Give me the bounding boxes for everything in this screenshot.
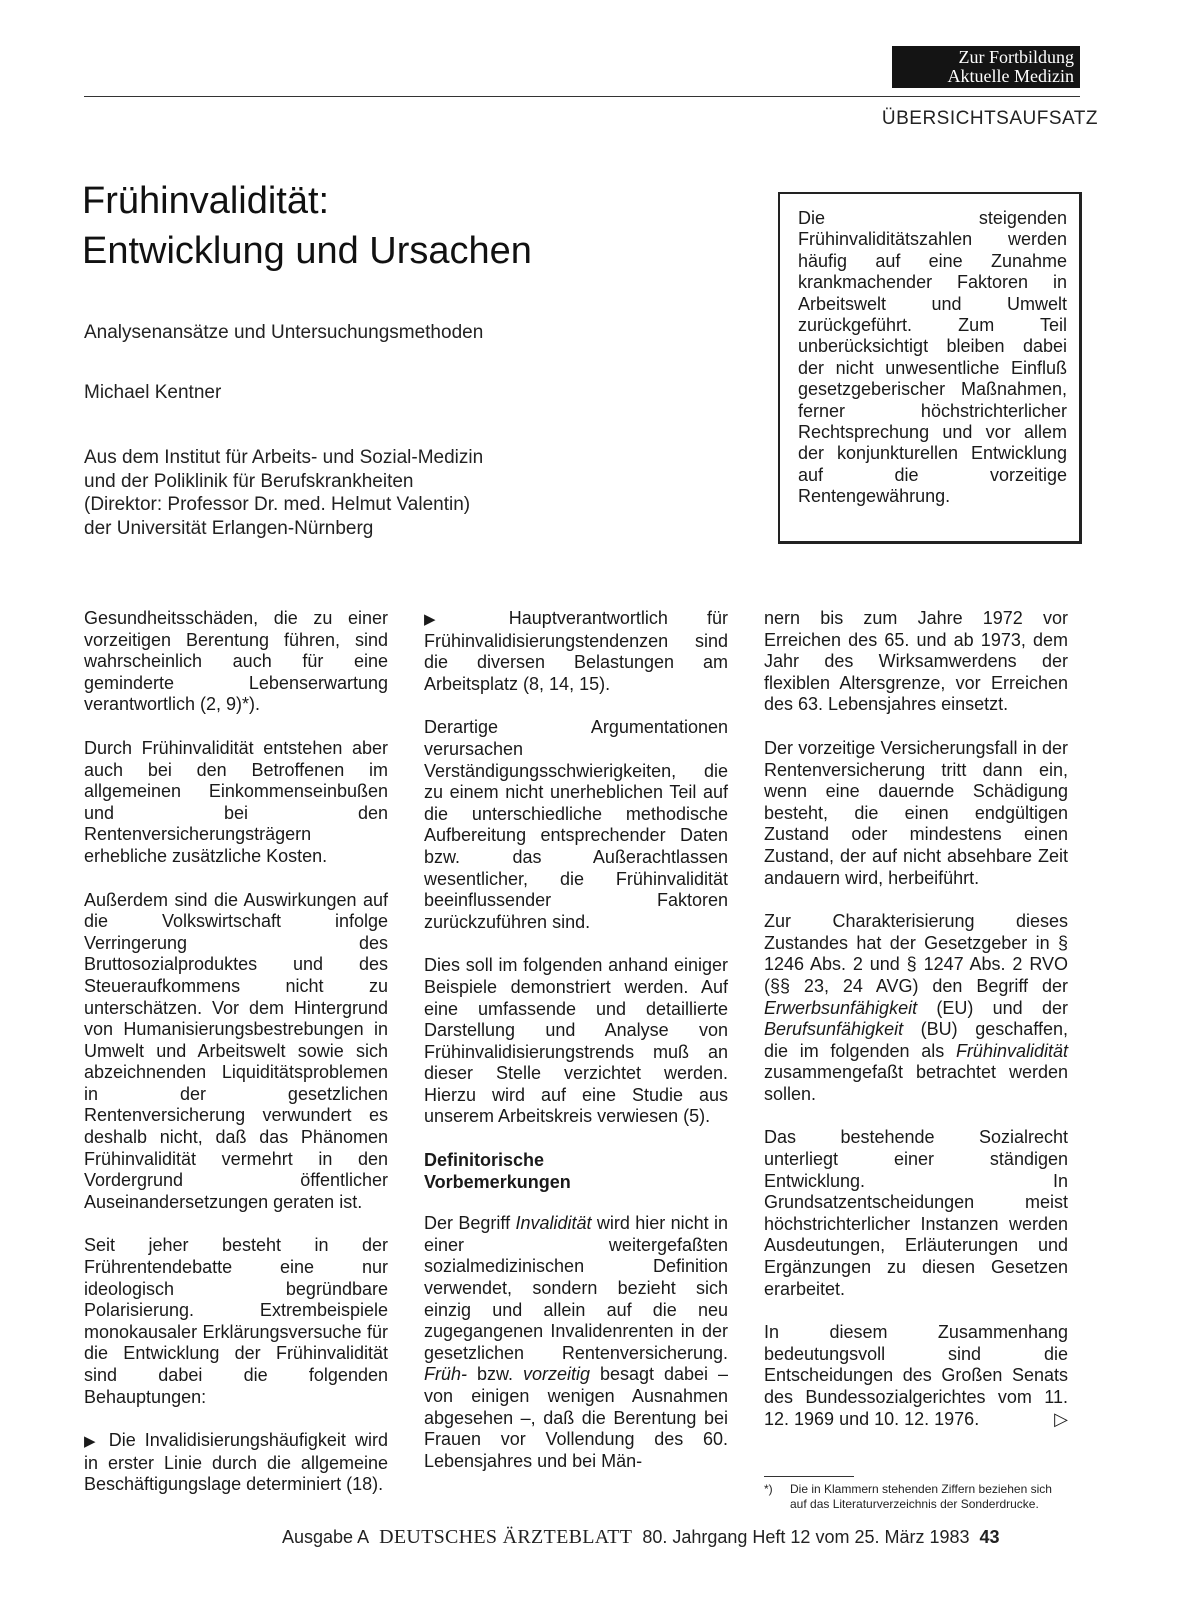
affiliation-line: (Direktor: Professor Dr. med. Helmut Valentin) bbox=[84, 494, 471, 515]
paragraph: Durch Frühinvalidität entstehen aber auch bei den Betroffenen im allgemeinen Einkommenseinbußen und bei den Rentenversicherungsträgern erhebliche zusätzliche Kosten. bbox=[84, 737, 388, 866]
text-run: (EU) und der bbox=[917, 997, 1068, 1018]
section-badge bbox=[892, 46, 1080, 88]
continue-arrow-icon: ▷ bbox=[1054, 1408, 1068, 1429]
text-run: (BU) geschaffen, die im folgenden als bbox=[764, 1019, 1068, 1061]
italic-term: Berufsunfähigkeit bbox=[764, 1019, 904, 1040]
section-badge-line1: Zur Fortbildung bbox=[958, 47, 1074, 67]
paragraph: Gesundheitsschäden, die zu einer vorzeitigen Berentung führen, sind wahrscheinlich auch für eine geminderte Lebenserwartung verantwortlich (2, 9)*). bbox=[84, 608, 388, 715]
italic-term: Früh- bbox=[424, 1364, 468, 1385]
text-run: Zur Charakterisierung dieses Zustandes hat der Gesetzgeber in § 1246 Abs. 2 und § 1247 Abs. 2 RVO (§§ 23, 24 AVG) den Begriff der bbox=[764, 911, 1068, 996]
text-run: In diesem Zusammenhang bedeutungsvoll sind die Entscheidungen des Großen Senats des Bundessozialgerichtes vom 11. 12. 1969 und 10. 12. 1976. bbox=[764, 1322, 1068, 1429]
header-rule bbox=[84, 96, 1080, 97]
heading-line-2: Vorbemerkungen bbox=[424, 1171, 571, 1192]
section-badge-line2: Aktuelle Medizin bbox=[947, 66, 1074, 86]
triangle-bullet-icon: ▶ bbox=[84, 1433, 100, 1451]
text-column-1 bbox=[84, 608, 388, 1518]
italic-term: vorzeitig bbox=[522, 1364, 590, 1385]
bullet-paragraph bbox=[424, 608, 728, 695]
text-run: zusammengefaßt betrachtet werden sollen. bbox=[764, 1062, 1068, 1104]
footnote-rule bbox=[764, 1476, 854, 1477]
affiliation-line: und der Poliklinik für Berufskrankheiten bbox=[84, 470, 414, 492]
paragraph: Dies soll im folgenden anhand einiger Beispiele demonstriert werden. Auf eine umfassende und detaillierte Darstellung und Analyse von Frühinvalidisierungstrends muß an dieser Stelle verzichtet werden. Hierzu wird auf eine Studie aus unserem Arbeitskreis verwiesen (5). bbox=[424, 955, 728, 1127]
heading-line-1: Definitorische bbox=[424, 1150, 545, 1171]
italic-term: Frühinvalidität bbox=[955, 1040, 1068, 1061]
paragraph bbox=[764, 1322, 1068, 1430]
paragraph: Derartige Argumentationen verursachen Verständigungsschwierigkeiten, die zu einem nicht unerheblichen Teil auf die unterschiedliche methodische Aufbereitung entsprechender Daten bzw. das Außerachtlassen wesentlicher, die Frühinvalidität beeinflussender Faktoren zurückzuführen sind. bbox=[424, 717, 728, 932]
italic-term: Invalidität bbox=[515, 1213, 592, 1234]
text-column-2 bbox=[424, 608, 728, 1494]
section-label: ÜBERSICHTSAUFSATZ bbox=[881, 108, 1098, 129]
page-footer bbox=[282, 1526, 1082, 1549]
bullet-paragraph bbox=[84, 1430, 388, 1496]
paragraph: Seit jeher besteht in der Frührentendebatte eine nur ideologisch begründbare Polarisierung. Extrembeispiele monokausaler Erklärungsversuche für die Entwicklung der Frühinvalidität sind dabei die folgenden Behauptungen: bbox=[84, 1235, 388, 1407]
page-number: 43 bbox=[979, 1527, 1000, 1547]
footer-issue: 80. Jahrgang Heft 12 vom 25. März 1983 bbox=[642, 1527, 970, 1547]
abstract-text: Die steigenden Frühinvaliditätszahlen werden häufig auf eine Zunahme krankmachender Faktoren in Arbeitswelt und Umwelt zurückgeführt. Zum Teil unberücksichtigt bleiben dabei der nicht unwesentliche Einfluß gesetzgeberischer Maßnahmen, ferner höchstrichterlicher Rechtsprechung und vor allem der konjunkturellen Entwicklung auf die vorzeitige Rentengewährung. bbox=[798, 208, 1067, 507]
section-heading bbox=[424, 1150, 728, 1193]
paragraph: Der vorzeitige Versicherungsfall in der Rentenversicherung tritt dann ein, wenn eine dauernde Schädigung besteht, die einen endgültigen Zustand oder mindestens einen Zustand, der auf nicht absehbare Zeit andauern wird, herbeiführt. bbox=[764, 737, 1068, 888]
text-run: Der Begriff bbox=[424, 1213, 516, 1234]
paragraph: Außerdem sind die Auswirkungen auf die Volkswirtschaft infolge Verringerung des Bruttosozialproduktes und des Steueraufkommens nicht zu unterschätzen. Vor dem Hintergrund von Humanisierungsbestrebungen in Umwelt und Arbeitswelt sowie sich abzeichnenden Liquiditätsproblemen in der gesetzlichen Rentenversicherung verwundert es deshalb nicht, daß das Phänomen Frühinvalidität vermehrt in den Vordergrund öffentlicher Auseinandersetzungen geraten ist. bbox=[84, 889, 388, 1212]
triangle-bullet-icon: ▶ bbox=[424, 611, 470, 628]
author-affiliation bbox=[84, 446, 604, 540]
bullet-text: Hauptverantwortlich für Frühinvalidisierungstendenzen sind die diversen Belastungen am Arbeitsplatz (8, 14, 15). bbox=[424, 608, 728, 694]
paragraph: Das bestehende Sozialrecht unterliegt einer ständigen Entwicklung. In Grundsatzentscheidungen meist höchstrichterlicher Instanzen werden Ausdeutungen, Erläuterungen und Ergänzungen zu diesen Gesetzen erarbeitet. bbox=[764, 1127, 1068, 1299]
abstract-box bbox=[778, 192, 1082, 544]
footer-journal: DEUTSCHES ÄRZTEBLATT bbox=[379, 1526, 633, 1548]
title-line-2: Entwicklung und Ursachen bbox=[82, 230, 532, 272]
bullet-text: Die Invalidisierungshäufigkeit wird in erster Linie durch die allgemeine Beschäftigungslage determiniert (18). bbox=[84, 1430, 388, 1495]
affiliation-line: der Universität Erlangen-Nürnberg bbox=[84, 517, 374, 539]
affiliation-line: Aus dem Institut für Arbeits- und Sozial-Medizin bbox=[84, 447, 484, 468]
text-run: besagt dabei – von einigen wenigen Ausnahmen abgesehen –, daß die Berentung bei Frauen vor Vollendung des 60. Lebensjahres und bei Män- bbox=[424, 1364, 728, 1471]
text-run: bzw. bbox=[467, 1364, 523, 1385]
footnote-text: Die in Klammern stehenden Ziffern beziehen sich auf das Literaturverzeichnis der Sonderdrucke. bbox=[790, 1482, 1052, 1511]
text-column-3 bbox=[764, 608, 1068, 1452]
footnote-mark: *) bbox=[764, 1482, 773, 1496]
paragraph bbox=[764, 911, 1068, 1105]
paragraph: nern bis zum Jahre 1972 vor Erreichen des 65. und ab 1973, dem Jahr des Wirksamwerdens der flexiblen Altersgrenze, vor Erreichen des 63. Lebensjahres einsetzt. bbox=[764, 608, 1068, 715]
article-subtitle: Analysenansätze und Untersuchungsmethoden bbox=[84, 322, 484, 343]
footnote bbox=[764, 1482, 1068, 1511]
title-line-1: Frühinvalidität: bbox=[82, 180, 330, 222]
article-author: Michael Kentner bbox=[84, 382, 222, 403]
text-run: wird hier nicht in einer weitergefaßten sozialmedizinischen Definition verwendet, sondern bezieht sich einzig und allein auf die neu zugegangenen Invalidenrenten in der gesetzlichen Rentenversicherung. bbox=[424, 1213, 728, 1363]
footer-edition: Ausgabe A bbox=[282, 1527, 370, 1547]
italic-term: Erwerbsunfähigkeit bbox=[764, 997, 918, 1018]
article-title bbox=[82, 176, 702, 276]
paragraph bbox=[424, 1213, 728, 1472]
